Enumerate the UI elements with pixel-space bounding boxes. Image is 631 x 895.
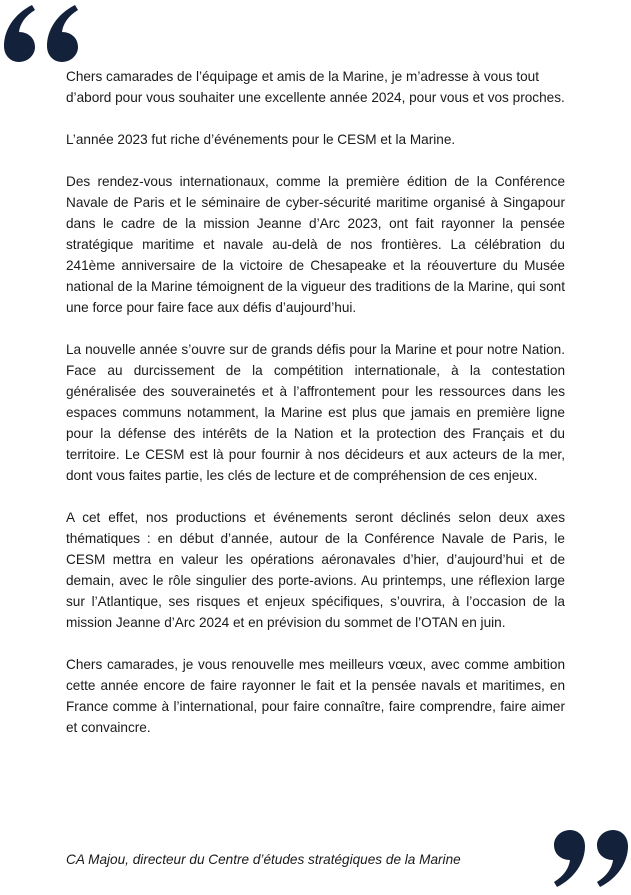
paragraph-international-events: Des rendez-vous internationaux, comme la première édition de la Conférence Navale de Paris et le séminaire de cyber-sécurité maritime organisé à Singapour dans le cadre de la mission Jeanne d’Arc 2023, ont fait rayonner la pensée stratégique maritime et navale au-delà de nos frontières. La célébration du 241ème anniversaire de la victoire de Chesapeake et la réouverture du Musée national de la Marine témoignent de la vigueur des traditions de la Marine, qui sont une force pour faire face aux défis d’aujourd’hui. [66, 174, 565, 315]
paragraph-wishes: Chers camarades, je vous renouvelle mes meilleurs vœux, avec comme ambition cette année encore de faire rayonner le fait et la pensée navals et maritimes, en France comme à l’international, pour faire connaître, faire comprendre, faire aimer et convaincre. [66, 657, 565, 735]
letter-body [66, 66, 565, 759]
paragraph-greeting: Chers camarades de l’équipage et amis de la Marine, je m’adresse à vous tout d’abord pour vous souhaiter une excellente année 2024, pour vous et vos proches. [66, 69, 565, 105]
opening-quote-mark-icon [4, 2, 80, 64]
paragraph-new-year-challenges: La nouvelle année s’ouvre sur de grands défis pour la Marine et pour notre Nation. Face au durcissement de la compétition internationale, à la contestation généralisée des souverainetés et à l’affrontement pour les ressources dans les espaces communs notamment, la Marine est plus que jamais en première ligne pour la défense des intérêts de la Nation et la protection des Français et du territoire. Le CESM est là pour fournir à nos décideurs et aux acteurs de la mer, dont vous faites partie, les clés de lecture et de compréhension de ces enjeux. [66, 342, 565, 483]
closing-quote-mark-icon [552, 828, 628, 890]
paragraph-thematic-axes: A cet effet, nos productions et événements seront déclinés selon deux axes thématiques : en début d’année, autour de la Conférence Navale de Paris, le CESM mettra en valeur les opérations aéronavales d’hier, d’aujourd’hui et de demain, avec le rôle singulier des porte-avions. Au printemps, une réflexion large sur l’Atlantique, ses risques et enjeux spécifiques, s’ouvrira, à l’occasion de la mission Jeanne d’Arc 2024 et en prévision du sommet de l’OTAN en juin. [66, 510, 565, 630]
paragraph-year-2023: L’année 2023 fut riche d’événements pour le CESM et la Marine. [66, 132, 456, 147]
signature: CA Majou, directeur du Centre d’études stratégiques de la Marine [66, 852, 461, 867]
